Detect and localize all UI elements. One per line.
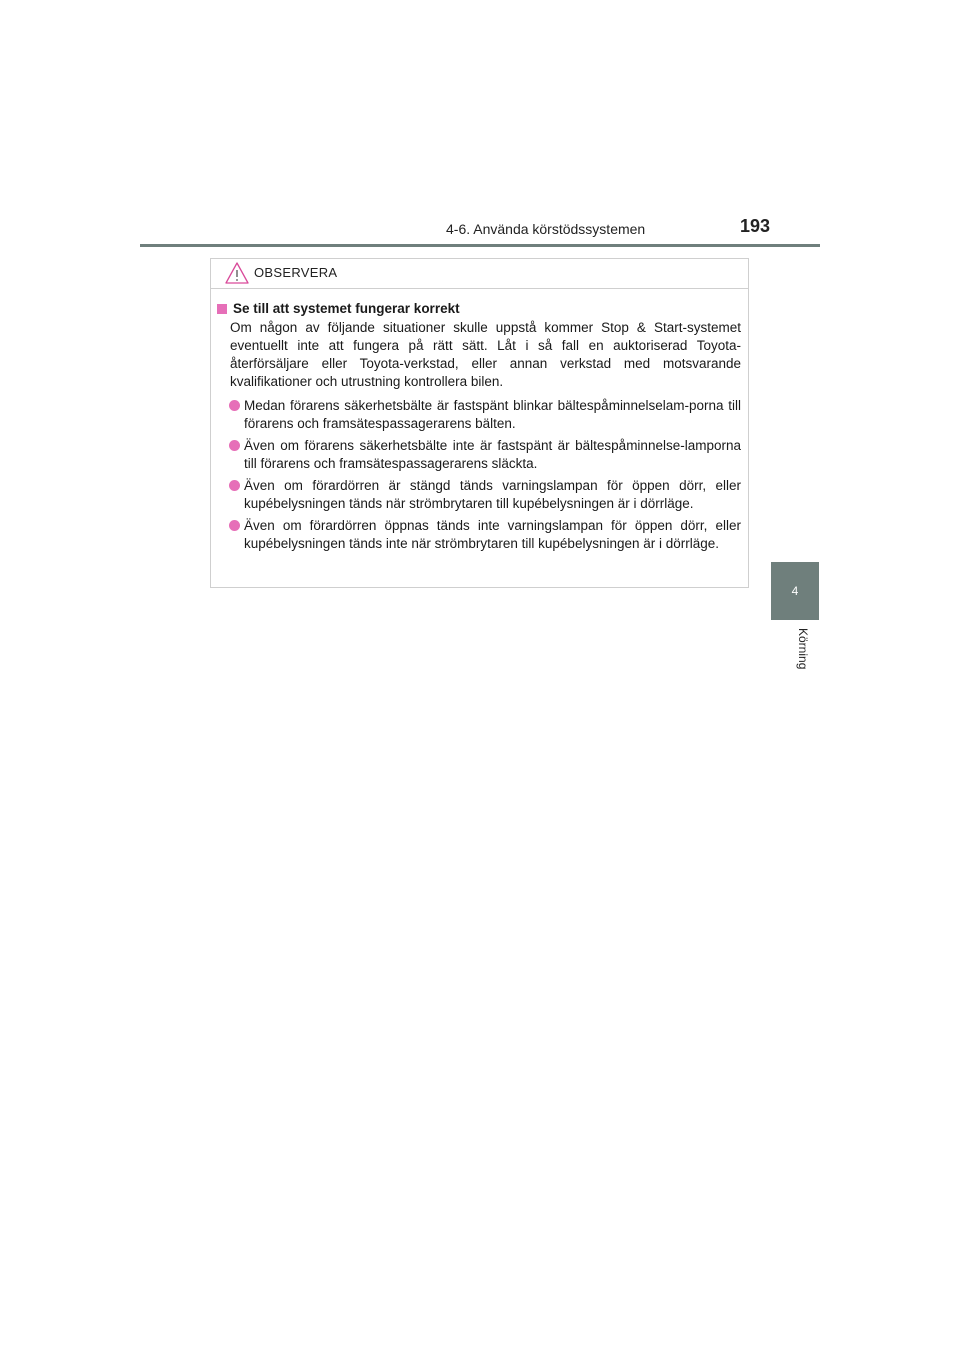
list-item-text: Medan förarens säkerhetsbälte är fastspänt blinkar bältespåminnelselam-porna till förarens och framsätespassagerarens bälten. bbox=[244, 398, 741, 431]
list-item bbox=[217, 437, 741, 473]
list-item bbox=[217, 517, 741, 553]
list-item-text: Även om förarens säkerhetsbälte inte är fastspänt är bältespåminnelse-lamporna till förarens och framsätespassagerarens släckta. bbox=[244, 438, 741, 471]
section-title: 4-6. Använda körstödssystemen bbox=[446, 221, 646, 237]
notice-heading bbox=[217, 301, 741, 316]
page-number: 193 bbox=[740, 216, 771, 236]
header-divider bbox=[140, 244, 820, 247]
square-bullet-icon bbox=[217, 304, 227, 314]
notice-body bbox=[211, 289, 748, 553]
bullet-dot-icon bbox=[229, 480, 240, 491]
list-item-text: Även om förardörren öppnas tänds inte varningslampan för öppen dörr, eller kupébelysningen tänds inte när strömbrytaren till kupébelysningen är i dörrläge. bbox=[244, 518, 741, 551]
condition-list bbox=[217, 397, 741, 553]
bullet-dot-icon bbox=[229, 520, 240, 531]
list-item bbox=[217, 397, 741, 433]
caution-notice bbox=[210, 258, 749, 588]
chapter-number: 4 bbox=[791, 584, 799, 598]
notice-header bbox=[211, 259, 748, 289]
notice-intro: Om någon av följande situationer skulle uppstå kommer Stop & Start-systemet eventuellt inte att fungera på rätt sätt. Låt i så fall en auktoriserad Toyota-återförsäljare eller Toyota-verkstad, eller annan verkstad med motsvarande kvalifikationer och utrustning kontrollera bilen. bbox=[230, 320, 741, 389]
list-item-text: Även om förardörren är stängd tänds varningslampan för öppen dörr, eller kupébelysningen tänds när strömbrytaren till kupébelysningen är i dörrläge. bbox=[244, 478, 741, 511]
notice-heading-text: Se till att systemet fungerar korrekt bbox=[233, 301, 460, 316]
warning-triangle-icon bbox=[225, 261, 249, 285]
notice-title: OBSERVERA bbox=[254, 265, 338, 280]
bullet-dot-icon bbox=[229, 440, 240, 451]
chapter-title: Körning bbox=[796, 628, 810, 670]
bullet-dot-icon bbox=[229, 400, 240, 411]
list-item bbox=[217, 477, 741, 513]
chapter-tab bbox=[771, 562, 819, 620]
